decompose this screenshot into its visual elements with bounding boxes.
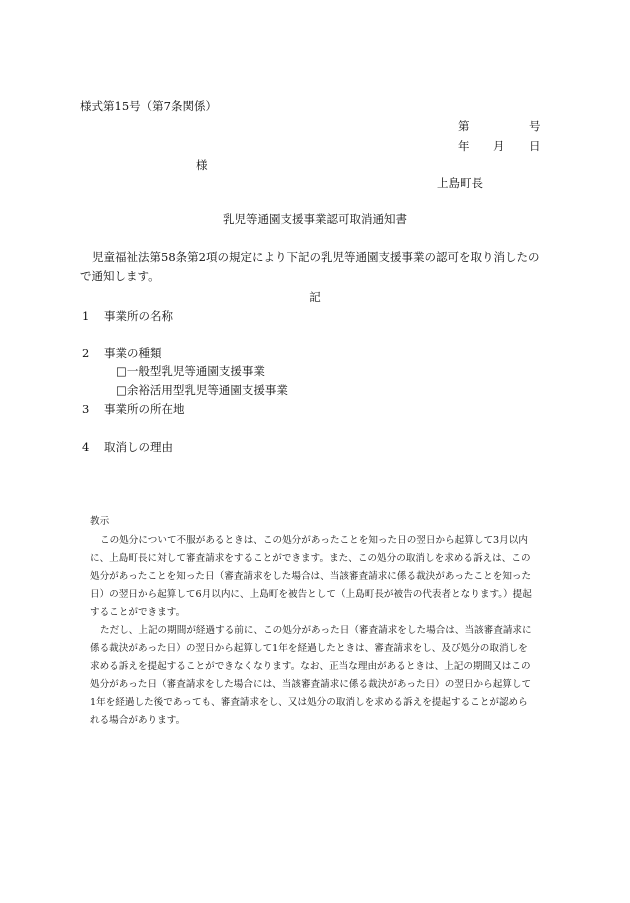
document-title: 乳児等通園支援事業認可取消通知書 bbox=[223, 212, 407, 226]
date-month: 月 bbox=[493, 139, 505, 153]
notice-heading: 教示 bbox=[90, 516, 110, 527]
date-day: 日 bbox=[529, 139, 541, 153]
body-line-2: で通知します。 bbox=[80, 269, 160, 283]
item-4-label: 取消しの理由 bbox=[104, 440, 173, 454]
notice-line-9: 処分があった日（審査請求をした場合には、当該審査請求に係る裁決があった日）の翌日から起算して bbox=[90, 679, 532, 690]
item-2-number: 2 bbox=[82, 346, 90, 360]
notice-line-5: することができます。 bbox=[90, 607, 186, 618]
issuer: 上島町長 bbox=[437, 176, 483, 190]
form-number: 様式第15号（第7条関係） bbox=[80, 99, 217, 113]
ki-label: 記 bbox=[309, 290, 321, 304]
item-3-number: 3 bbox=[82, 402, 90, 416]
notice-line-6: ただし、上記の期間が経過する前に、この処分があった日（審査請求をした場合は、当該審査請求に bbox=[100, 625, 532, 636]
notice-line-2: に、上島町長に対して審査請求をすることができます。また、この処分の取消しを求める訴えは、この bbox=[90, 553, 531, 564]
notice-line-8: 求める訴えを提起することができなくなります。なお、正当な理由があるときは、上記の期間又はこの bbox=[90, 661, 531, 672]
doc-number-go: 号 bbox=[529, 119, 541, 133]
notice-line-3: 処分があったことを知った日（審査請求をした場合は、当該審査請求に係る裁決があったことを知った bbox=[90, 571, 532, 582]
notice-line-4: 日）の翌日から起算して6月以内に、上島町を被告として（上島町長が被告の代表者となります。）提起 bbox=[90, 589, 532, 600]
notice-line-7: 係る裁決があった日）の翌日から起算して1年を経過したときは、審査請求をし、及び処分の取消しを bbox=[90, 643, 528, 654]
notice-line-1: この処分について不服があるときは、この処分があったことを知った日の翌日から起算して3月以内 bbox=[100, 535, 528, 546]
notice-line-10: 1年を経過した後であっても、審査請求をし、又は処分の取消しを求める訴えを提起することが認めら bbox=[90, 697, 528, 708]
body-line-1: 児童福祉法第58条第2項の規定により下記の乳児等通園支援事業の認可を取り消したの bbox=[92, 250, 540, 264]
item-2-option-1: □一般型乳児等通園支援事業 bbox=[116, 364, 265, 378]
item-2-label: 事業の種類 bbox=[104, 346, 162, 360]
item-4-number: 4 bbox=[82, 440, 90, 454]
item-1-number: 1 bbox=[82, 309, 90, 323]
item-3-label: 事業所の所在地 bbox=[104, 402, 185, 416]
item-2-option-2: □余裕活用型乳児等通園支援事業 bbox=[116, 383, 288, 397]
doc-number-dai: 第 bbox=[458, 119, 470, 133]
addressee-suffix: 様 bbox=[196, 158, 208, 172]
date-year: 年 bbox=[458, 139, 470, 153]
notice-line-11: れる場合があります。 bbox=[90, 715, 186, 726]
item-1-label: 事業所の名称 bbox=[104, 309, 173, 323]
